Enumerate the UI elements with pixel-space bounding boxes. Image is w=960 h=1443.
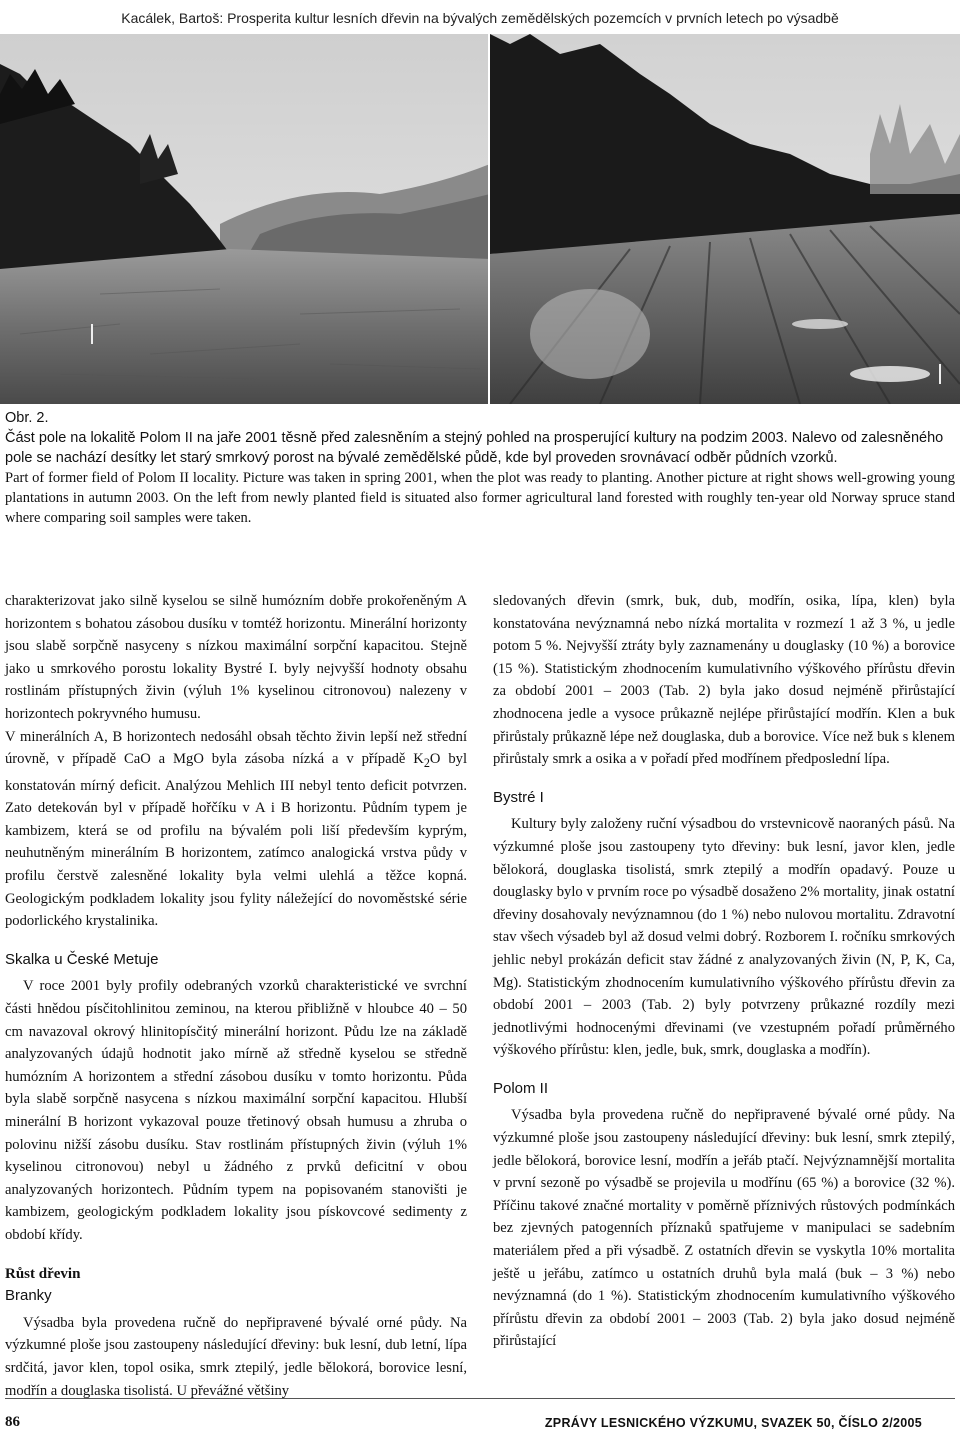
figure-label: Obr. 2. [5, 410, 49, 426]
field-landscape-image [0, 34, 490, 404]
photo-autumn-2003 [490, 34, 960, 404]
paragraph: Výsadba byla provedena ručně do nepřipravené bývalé orné půdy. Na výzkumné ploše jsou zastoupeny následující dřeviny: buk lesní, smrk ztepilý, jedle bělokorá, borovice lesní, modřín a jeřáb ptačí. Nejvýznamnější mortalita v první sezoně po výsadbě se projevila u modřínu (65 %) a borovice (32 %). Příčinu takové značné mortality v poměrně příznivých růstových podmínkách bez zjevných patogenních příznaků spatřujeme v manipulaci se sadebním materiálem před a při výsadbě. Z ostatních dřevin se vyskytla 10% mortalita ještě u jeřábu, zatímco u ostatních druhů byla malá (buk – 3 %) nebo nevýznamná (do 1 %). Statistickým zhodnocením kumulativního výškového přírůstu dřevin za období 2001 – 2003 (Tab. 2) byla jako dosud nejméně přirůstající [493, 1107, 955, 1350]
caption-czech: Část pole na lokalitě Polom II na jaře 2001 těsně před zalesněním a stejný pohled na prosperující kultury na podzim 2003. Nalevo od zalesněného pole se nachází desítky let starý smrkový porost na bývalé zemědělské půdě, kde byl proveden srovnávací odběr půdních vzorků. [5, 430, 944, 466]
running-title: Kacálek, Bartoš: Prosperita kultur lesních dřevin na bývalých zemědělských pozemcích v prvních letech po výsadbě [121, 10, 839, 26]
left-column [5, 590, 467, 1402]
page-footer [0, 1398, 960, 1428]
paragraph: Kultury byly založeny ruční výsadbou do vrstevnicově naoraných pásů. Na výzkumné ploše jsou zastoupeny tyto dřeviny: buk lesní, javor klen, jedle bělokorá, douglaska tisolistá, smrk ztepilý a modřín opadavý. Pouze u douglasky bylo v prvním roce po výsadbě dosaženo 2% mortality, jinak ostatní dřeviny dosahovaly nevýznamnou (do 1 %) nebo nulovou mortalitu. Zdravotní stav všech výsadeb byl až dosud velmi dobrý. Rozborem I. ročníku smrkových jehlic nebyl prokázán deficit stav žádné z analyzovaných živin (N, P, K, Ca, Mg). Statistickým zhodnocením kumulativního výškového přírůstu dřevin za období 2001 – 2003 (Tab. 2) byly potvrzeny průkazné rozdíly mezi jednotlivými hodnocenými dřevinami (ve vzestupném pořadí průměrného výškového přírůstu: klen, jedle, buk, smrk, douglaska a modřín). [493, 816, 955, 1059]
running-header [0, 10, 960, 26]
subscript: 2 [423, 756, 430, 771]
section-heading-rust-drevin: Růst dřevin [5, 1265, 81, 1282]
section-heading-polom: Polom II [493, 1079, 549, 1097]
page-number: 86 [5, 1414, 20, 1430]
paragraph [5, 726, 467, 933]
paragraph: sledovaných dřevin (smrk, buk, dub, modřín, osika, lípa, klen) byla konstatována nevýznamná nebo nízká mortalita v rozmezí 1 až 3 %, u jedle potom 5 %. Nejvyšší ztráty byly zaznamenány u douglasky (10 %) a borovice (15 %). Statistickým zhodnocením kumulativního výškového přírůstu dřevin za období 2001 – 2003 (Tab. 2) byla jako dosud nejméně přirůstající zhodnocena jedle a vysoce průkazně nejlépe přirůstající modřín. Klen a buk přirůstaly průkazně lépe než douglaska, dub a borovice. Více než buk s klenem přirůstaly smrk a osika a v pořadí před modřínem předposlední lípa. [493, 593, 955, 768]
section-heading-bystre: Bystré I [493, 788, 544, 806]
right-column [493, 590, 955, 1353]
plantation-image [490, 34, 960, 404]
section-heading-skalka: Skalka u České Metuje [5, 950, 159, 968]
journal-title: ZPRÁVY LESNICKÉHO VÝZKUMU, SVAZEK 50, ČÍSLO 2/2005 [544, 1416, 922, 1430]
caption-english: Part of former field of Polom II locality. Picture was taken in spring 2001, when the plot was ready to planting. Another picture at right shows well-growing young plantations in autumn 2003. On the left from newly planted field is situated also former agricultural land forested with roughly ten-year old Norway spruce stand where comparing soil samples were taken. [5, 470, 955, 526]
paragraph: charakterizovat jako silně kyselou se silně humózním dobře prokořeněným A horizontem s bohatou zásobou dusíku v tomtéž horizontu. Minerální horizonty jsou slabě sorpčně nasyceny s nízkou maximální sorpční kapacitou. Stejně jako u smrkového porostu lokality Bystré I. byly nejvyšší hodnoty obsahu rostlinám přístupných živin (výluh 1% kyselinou citronovou) nalezeny v horizontech pokryvného humusu. [5, 593, 467, 722]
paragraph: V roce 2001 byly profily odebraných vzorků charakteristické ve svrchní části hnědou písčitohlinitou zeminou, na kterou přibližně v hloubce 40 – 50 cm navazoval okrový hlinitopísčitý minerální horizont. Půdu lze na základě analyzovaných údajů hodnotit jako mírně až středně kyselou se středně humózním A horizontem a střední zásobou dusíku v tomto horizontu. Půda byla slabě sorpčně nasycena s nízkou maximální sorpční kapacitou. Hlubší minerální B horizont vykazoval pouze třetinový obsah humusu a zhruba o polovinu nižší zásobu dusíku. Stav rostlinám přístupných živin (výluh 1% kyselinou citronovou) nebyl u žádného z prvků deficitní v obou analyzovaných horizontech. Půdním typem na popisovaném stanovišti je kambizem, geologickým podkladem lokality jsou pískovcové sedimenty z období křídy. [5, 978, 467, 1243]
photo-spring-2001 [0, 34, 490, 404]
paragraph-text: V minerálních A, B horizontech nedosáhl obsah těchto živin lepší než střední úrovně, v případě CaO a MgO byla zásoba nízká a v případě K [5, 728, 467, 768]
paragraph: Výsadba byla provedena ručně do nepřipravené bývalé orné půdy. Na výzkumné ploše jsou zastoupeny následující dřeviny: buk lesní, dub letní, lípa srdčitá, javor klen, topol osika, smrk ztepilý, jedle bělokorá, borovice lesní, modřín a douglaska tisolistá. U převážné většiny [5, 1314, 467, 1399]
paragraph-text: O byl konstatován mírný deficit. Analýzou Mehlich III nebyl tento deficit potvrzen. Zato detekován byl v případě hořčíku v A i B horizontu. Půdním typem je kambizem, která se od profilu na bývalém poli liší především kyprým, neuhutněným minerálním B horizontem, zatímco analogická vrstva půdy v profilu čerstvě zalesněné lokality byla velmi ulehlá a těžce kopná. Geologickým podkladem lokality jsou fylity náležející do novoměstské série podorlického krystalinika. [5, 751, 467, 930]
figure-caption [5, 408, 955, 528]
figure-photos [0, 34, 960, 404]
footer-rule [5, 1398, 955, 1399]
section-heading-branky: Branky [5, 1287, 52, 1305]
